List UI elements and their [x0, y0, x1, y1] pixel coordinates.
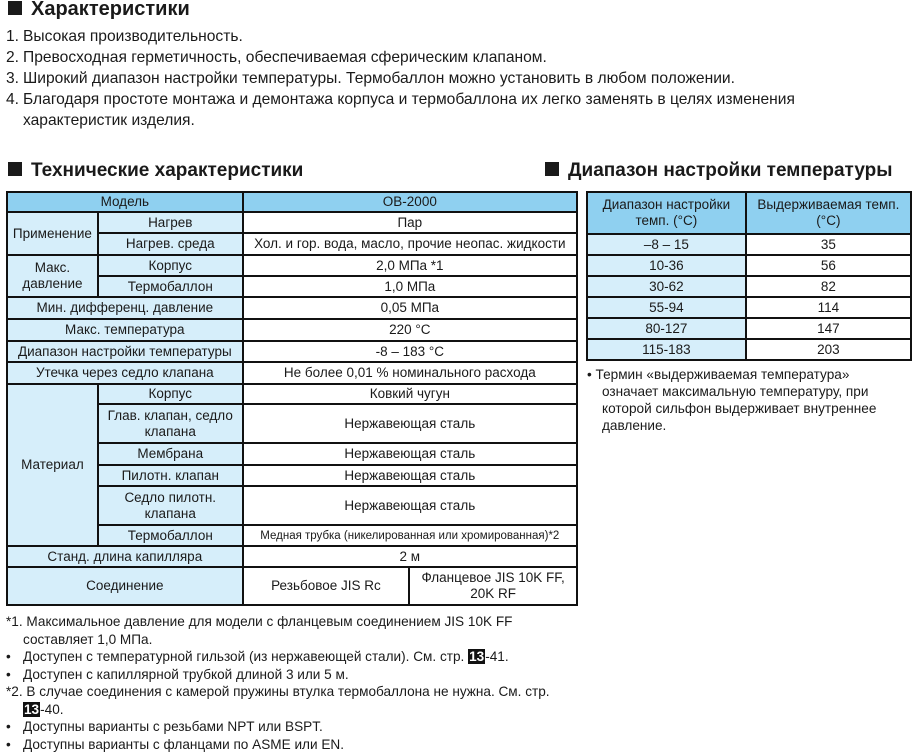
max-pressure-label-2: давление [22, 276, 83, 291]
footnote-2 [6, 683, 550, 701]
feature-num: 4. [6, 91, 20, 108]
table-row [7, 362, 577, 384]
bulb-pressure-value: 1,0 МПа [243, 276, 577, 297]
range-label: Диапазон настройки температуры [7, 341, 243, 362]
material-value: Ковкий чугун [243, 384, 577, 404]
footnote-text: В случае соединения с камерой пружины втулка термобаллона не нужна. См. стр. [26, 684, 550, 699]
footnotes [6, 613, 550, 753]
bullet-text: Доступен с температурной гильзой (из нержавеющей стали). См. стр. [23, 649, 469, 664]
material-part-label-2: клапана [144, 505, 196, 521]
withstand-cell: 114 [746, 297, 911, 318]
max-temp-value: 220 °C [243, 319, 577, 341]
connection-flanged-2: 20K RF [470, 586, 517, 601]
range-col-header-2: темп. (°C) [635, 213, 698, 228]
range-value: -8 – 183 °C [243, 341, 577, 362]
spec-heading [8, 160, 303, 182]
bullet-item [6, 666, 550, 684]
feature-num: 2. [6, 49, 20, 66]
bullet-text: Доступен с капиллярной трубкой длиной 3 или 5 м. [23, 666, 349, 682]
square-bullet-icon [8, 1, 22, 15]
bulb-pressure-label: Термобаллон [98, 276, 243, 297]
application-label: Применение [7, 212, 98, 255]
note-text: означает максимальную температуру, при [602, 384, 869, 399]
feature-item [6, 47, 795, 68]
withstand-cell: 35 [746, 234, 911, 255]
model-label: Модель [7, 192, 243, 212]
leak-value: Не более 0,01 % номинального расхода [243, 362, 577, 384]
withstand-col-header [746, 192, 911, 234]
table-row [7, 567, 577, 605]
feature-num: 3. [6, 70, 20, 87]
withstand-cell: 82 [746, 276, 911, 297]
table-row [7, 384, 577, 404]
bullet-icon: • [6, 719, 11, 734]
footnote-mark: *2. [6, 684, 23, 699]
material-part-label: Пилотн. клапан [98, 465, 243, 486]
material-part-label: Корпус [98, 384, 243, 404]
material-label: Материал [7, 384, 98, 546]
footnote-text: -40. [40, 701, 64, 717]
material-value: Нержавеющая сталь [243, 486, 577, 525]
feature-item-cont [6, 110, 795, 131]
features-title: Характеристики [31, 0, 190, 20]
feature-item [6, 68, 795, 89]
material-value: Медная трубка (никелированная или хромированная)*2 [243, 525, 577, 546]
range-cell: –8 – 15 [587, 234, 746, 255]
range-heading [545, 160, 892, 182]
bullet-item [6, 718, 550, 736]
note-line [587, 366, 876, 383]
min-diff-value: 0,05 МПа [243, 297, 577, 319]
table-row [587, 318, 911, 339]
page-ref-badge: 13 [24, 701, 40, 717]
heating-value: Пар [243, 212, 577, 233]
table-row [7, 341, 577, 362]
leak-label: Утечка через седло клапана [7, 362, 243, 384]
range-col-header [587, 192, 746, 234]
max-pressure-label-1: Макс. [34, 260, 71, 275]
features-heading [8, 0, 190, 21]
feature-text: Высокая производительность. [23, 28, 243, 45]
table-row [587, 339, 911, 360]
range-note [587, 366, 876, 434]
body-pressure-label: Корпус [98, 255, 243, 276]
table-row [7, 255, 577, 276]
bullet-icon: • [587, 367, 592, 382]
heating-label: Нагрев [98, 212, 243, 233]
min-diff-label: Мин. дифференц. давление [7, 297, 243, 319]
bullet-text: Доступны варианты с фланцами по ASME или EN. [23, 736, 345, 752]
material-part-label-1: Глав. клапан, седло [107, 407, 233, 423]
model-value: OB-2000 [243, 192, 577, 212]
range-cell: 30-62 [587, 276, 746, 297]
table-row [7, 319, 577, 341]
material-part-label: Термобаллон [98, 525, 243, 546]
max-temp-label: Макс. температура [7, 319, 243, 341]
table-row [7, 546, 577, 567]
bullet-icon: • [6, 666, 11, 682]
table-row [587, 255, 911, 276]
connection-label: Соединение [7, 567, 243, 605]
connection-flanged-1: Фланцевое JIS 10K FF, [421, 570, 565, 585]
range-cell: 10-36 [587, 255, 746, 276]
table-row [7, 297, 577, 319]
note-text: давление. [602, 418, 667, 433]
features-list [6, 26, 795, 131]
bullet-icon: • [6, 736, 11, 752]
range-table [586, 191, 912, 361]
footnote-text: составляет 1,0 МПа. [23, 631, 153, 647]
capillary-label: Станд. длина капилляра [7, 546, 243, 567]
footnote-1 [6, 613, 550, 631]
withstand-cell: 203 [746, 339, 911, 360]
max-pressure-label [7, 255, 98, 297]
footnote-2-cont [6, 701, 550, 719]
feature-num: 1. [6, 28, 20, 45]
table-row [587, 234, 911, 255]
bullet-item [6, 736, 550, 754]
table-row [587, 297, 911, 318]
table-row [7, 192, 577, 212]
feature-text: Благодаря простоте монтажа и демонтажа корпуса и термобаллона их легко заменять в целях изменения [23, 91, 795, 108]
material-part-label-2: клапана [144, 423, 196, 439]
square-bullet-icon [8, 162, 22, 176]
material-part-label [98, 486, 243, 525]
feature-indent [6, 110, 23, 131]
material-part-label-1: Седло пилотн. [124, 489, 217, 505]
material-part-label [98, 404, 243, 443]
range-col-header-1: Диапазон настройки [602, 197, 731, 212]
range-cell: 115-183 [587, 339, 746, 360]
table-row [7, 212, 577, 233]
withstand-cell: 56 [746, 255, 911, 276]
bullet-text: -41. [485, 649, 509, 664]
footnote-text: Максимальное давление для модели с фланцевым соединением JIS 10K FF [26, 614, 513, 629]
feature-text: Широкий диапазон настройки температуры. Термобаллон можно установить в любом положении. [23, 70, 735, 87]
connection-flanged [409, 567, 577, 605]
feature-text: характеристик изделия. [23, 112, 195, 129]
material-value: Нержавеющая сталь [243, 404, 577, 443]
medium-label: Нагрев. среда [98, 233, 243, 255]
page-ref-badge: 13 [469, 649, 485, 664]
spec-title: Технические характеристики [31, 160, 304, 181]
footnote-mark: *1. [6, 614, 23, 629]
feature-item [6, 89, 795, 110]
range-cell: 55-94 [587, 297, 746, 318]
spec-table [6, 191, 578, 606]
material-part-label: Мембрана [98, 443, 243, 465]
range-cell: 80-127 [587, 318, 746, 339]
bullet-icon: • [6, 649, 11, 664]
withstand-col-header-2: (°C) [816, 213, 841, 228]
capillary-value: 2 м [243, 546, 577, 567]
note-text: которой сильфон выдерживает внутреннее [602, 401, 877, 416]
feature-item [6, 26, 795, 47]
table-row [587, 192, 911, 234]
table-row [587, 276, 911, 297]
medium-value: Хол. и гор. вода, масло, прочие неопас. жидкости [243, 233, 577, 255]
bullet-text: Доступны варианты с резьбами NPT или BSPT. [23, 719, 323, 734]
bullet-item [6, 648, 550, 666]
material-value: Нержавеющая сталь [243, 443, 577, 465]
feature-text: Превосходная герметичность, обеспечиваемая сферическим клапаном. [23, 49, 547, 66]
material-value: Нержавеющая сталь [243, 465, 577, 486]
body-pressure-value: 2,0 МПа *1 [243, 255, 577, 276]
range-title: Диапазон настройки температуры [568, 160, 893, 181]
square-bullet-icon [545, 162, 559, 176]
withstand-cell: 147 [746, 318, 911, 339]
withstand-col-header-1: Выдерживаемая темп. [757, 197, 900, 212]
connection-threaded: Резьбовое JIS Rc [243, 567, 410, 605]
note-text: Термин «выдерживаемая температура» [595, 367, 850, 382]
